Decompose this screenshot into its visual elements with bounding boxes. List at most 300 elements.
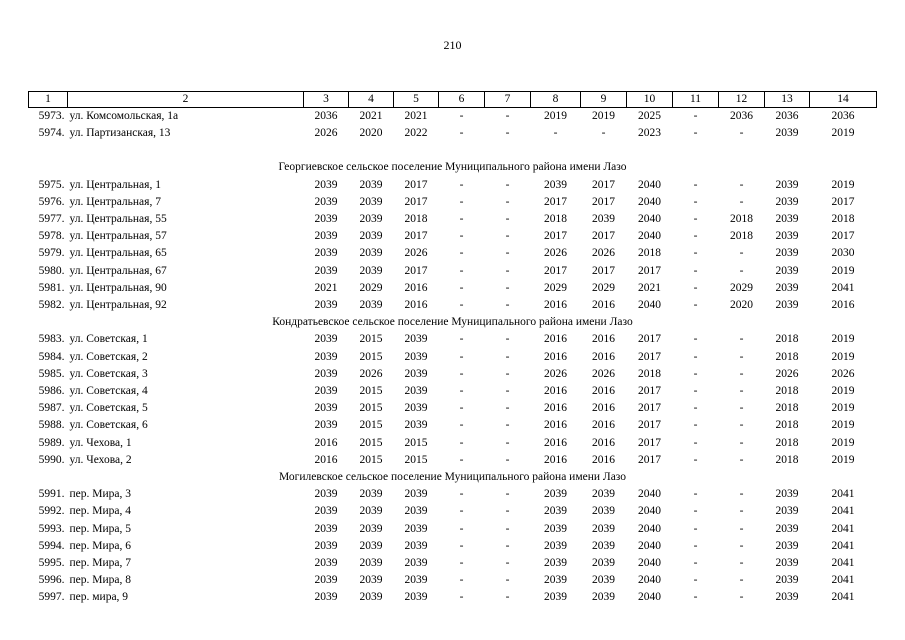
year-cell: 2040	[638, 522, 661, 535]
year-cell: -	[505, 385, 510, 398]
row-number: 5997.	[38, 591, 65, 604]
table-row	[29, 417, 877, 434]
year-cell: -	[739, 127, 744, 140]
year-cell: 2039	[314, 230, 338, 243]
year-cell: -	[739, 247, 744, 260]
year-cell: 2019	[831, 436, 855, 449]
row-number: 5985.	[38, 367, 65, 380]
year-cell: 2039	[775, 264, 799, 277]
year-cell: -	[459, 557, 464, 570]
year-cell: 2019	[831, 419, 855, 432]
year-cell: 2017	[592, 195, 615, 208]
year-cell: -	[505, 299, 510, 312]
table-row	[29, 228, 877, 245]
year-cell: 2019	[831, 453, 855, 466]
year-cell: 2026	[544, 247, 567, 260]
year-cell: 2016	[544, 350, 567, 363]
row-number: 5989.	[38, 436, 65, 449]
year-cell: 2016	[404, 299, 428, 312]
year-cell: 2040	[638, 574, 661, 587]
year-cell: -	[739, 522, 744, 535]
year-cell: -	[505, 557, 510, 570]
table-body	[29, 92, 877, 607]
year-cell: 2036	[730, 110, 753, 122]
table-row	[29, 211, 877, 228]
address-cell: пер. Мира, 5	[69, 522, 131, 535]
year-cell: -	[459, 333, 464, 346]
row-number: 5983.	[38, 333, 65, 346]
year-cell: 2020	[359, 127, 383, 140]
year-cell: 2015	[359, 402, 383, 415]
address-cell: ул. Комсомольская, 1а	[69, 110, 179, 122]
year-cell: 2039	[544, 488, 567, 501]
table-row	[29, 125, 877, 142]
year-cell: 2039	[775, 488, 799, 501]
year-cell: 2039	[544, 557, 567, 570]
year-cell: 2039	[404, 505, 428, 518]
year-cell: -	[505, 367, 510, 380]
year-cell: 2021	[638, 281, 661, 294]
year-cell: 2023	[638, 127, 661, 140]
year-cell: -	[693, 539, 698, 552]
year-cell: 2016	[831, 299, 855, 312]
year-cell: 2025	[638, 110, 661, 122]
year-cell: 2019	[592, 110, 615, 122]
year-cell: 2015	[359, 350, 383, 363]
row-number: 5991.	[38, 488, 65, 501]
year-cell: -	[693, 110, 698, 122]
year-cell: 2026	[592, 247, 615, 260]
address-cell: ул. Центральная, 67	[69, 264, 167, 277]
year-cell: 2039	[314, 574, 338, 587]
year-cell: 2039	[314, 299, 338, 312]
table-row	[29, 400, 877, 417]
year-cell: -	[505, 178, 510, 191]
year-cell: -	[739, 574, 744, 587]
year-cell: 2017	[592, 178, 615, 191]
year-cell: -	[459, 385, 464, 398]
year-cell: 2040	[638, 213, 661, 226]
table-row	[29, 194, 877, 211]
year-cell: 2029	[359, 281, 383, 294]
year-cell: 2018	[775, 436, 799, 449]
year-cell: 2039	[314, 333, 338, 346]
year-cell: 2029	[592, 281, 615, 294]
year-cell: -	[693, 281, 698, 294]
section-heading: Георгиевское сельское поселение Муниципального района имени Лазо	[278, 161, 627, 174]
address-cell: ул. Партизанская, 13	[69, 127, 171, 140]
year-cell: 2015	[359, 436, 383, 449]
year-cell: 2040	[638, 505, 661, 518]
year-cell: 2039	[592, 213, 615, 226]
year-cell: 2017	[544, 195, 567, 208]
year-cell: 2039	[592, 488, 615, 501]
year-cell: -	[505, 195, 510, 208]
year-cell: -	[505, 522, 510, 535]
year-cell: 2016	[544, 453, 567, 466]
year-cell: 2039	[359, 264, 383, 277]
year-cell: -	[739, 350, 744, 363]
row-number: 5977.	[38, 213, 65, 226]
year-cell: 2019	[831, 402, 855, 415]
section-heading-row	[29, 159, 877, 176]
year-cell: 2041	[831, 539, 855, 552]
year-cell: 2040	[638, 195, 661, 208]
column-header: 2	[68, 92, 304, 108]
year-cell: -	[459, 505, 464, 518]
year-cell: 2016	[592, 436, 615, 449]
year-cell: 2021	[359, 110, 383, 122]
row-number: 5994.	[38, 539, 65, 552]
year-cell: 2016	[314, 453, 338, 466]
year-cell: -	[459, 350, 464, 363]
year-cell: -	[739, 436, 744, 449]
year-cell: 2039	[775, 230, 799, 243]
year-cell: -	[693, 591, 698, 604]
year-cell: 2040	[638, 299, 661, 312]
row-number: 5974.	[38, 127, 65, 140]
year-cell: 2041	[831, 281, 855, 294]
year-cell: 2036	[831, 110, 855, 122]
year-cell: 2016	[544, 419, 567, 432]
year-cell: 2017	[638, 402, 661, 415]
year-cell: -	[459, 230, 464, 243]
year-cell: 2030	[831, 247, 855, 260]
year-cell: 2039	[404, 367, 428, 380]
year-cell: 2039	[359, 178, 383, 191]
row-number: 5973.	[38, 110, 65, 122]
year-cell: 2017	[544, 230, 567, 243]
year-cell: -	[459, 419, 464, 432]
year-cell: 2016	[544, 436, 567, 449]
year-cell: 2018	[638, 367, 661, 380]
data-table	[28, 91, 877, 607]
year-cell: 2039	[544, 178, 567, 191]
year-cell: 2039	[359, 539, 383, 552]
year-cell: -	[505, 264, 510, 277]
table-row	[29, 297, 877, 314]
year-cell: 2016	[592, 419, 615, 432]
column-header-row	[29, 92, 877, 108]
year-cell: 2041	[831, 522, 855, 535]
row-number: 5982.	[38, 299, 65, 312]
year-cell: 2039	[404, 574, 428, 587]
year-cell: -	[505, 539, 510, 552]
year-cell: 2039	[359, 488, 383, 501]
year-cell: 2026	[831, 367, 855, 380]
year-cell: 2019	[831, 264, 855, 277]
year-cell: -	[693, 402, 698, 415]
address-cell: ул. Центральная, 92	[69, 299, 167, 312]
table-row	[29, 108, 877, 126]
year-cell: 2018	[831, 213, 855, 226]
year-cell: 2039	[775, 591, 799, 604]
year-cell: 2040	[638, 539, 661, 552]
year-cell: 2016	[544, 385, 567, 398]
year-cell: 2018	[775, 350, 799, 363]
year-cell: 2039	[314, 213, 338, 226]
year-cell: -	[553, 127, 558, 140]
year-cell: 2039	[404, 539, 428, 552]
year-cell: 2039	[314, 350, 338, 363]
row-number: 5988.	[38, 419, 65, 432]
year-cell: 2041	[831, 574, 855, 587]
year-cell: 2041	[831, 557, 855, 570]
year-cell: 2017	[831, 230, 855, 243]
table-row	[29, 452, 877, 469]
year-cell: 2039	[359, 557, 383, 570]
year-cell: 2017	[592, 230, 615, 243]
address-cell: ул. Центральная, 90	[69, 281, 167, 294]
year-cell: -	[739, 505, 744, 518]
year-cell: 2039	[404, 488, 428, 501]
column-header: 10	[627, 92, 673, 108]
year-cell: -	[739, 419, 744, 432]
page-number: 210	[443, 38, 462, 52]
year-cell: 2039	[775, 574, 799, 587]
year-cell: -	[739, 402, 744, 415]
year-cell: -	[693, 350, 698, 363]
section-heading-row	[29, 314, 877, 331]
year-cell: -	[693, 557, 698, 570]
year-cell: 2039	[314, 419, 338, 432]
address-cell: ул. Советская, 5	[69, 402, 148, 415]
year-cell: 2015	[359, 419, 383, 432]
year-cell: 2039	[592, 557, 615, 570]
column-header: 6	[439, 92, 485, 108]
column-header: 12	[719, 92, 765, 108]
year-cell: 2036	[314, 110, 338, 122]
column-header: 4	[349, 92, 394, 108]
address-cell: ул. Советская, 4	[69, 385, 148, 398]
year-cell: 2017	[638, 264, 661, 277]
year-cell: 2018	[730, 213, 753, 226]
column-header: 9	[581, 92, 627, 108]
year-cell: -	[505, 213, 510, 226]
year-cell: -	[505, 333, 510, 346]
year-cell: -	[739, 488, 744, 501]
year-cell: 2039	[359, 299, 383, 312]
year-cell: 2017	[592, 264, 615, 277]
year-cell: -	[505, 505, 510, 518]
document-table-container	[28, 91, 876, 607]
year-cell: -	[459, 127, 464, 140]
section-heading: Могилевское сельское поселение Муниципального района имени Лазо	[278, 471, 627, 484]
year-cell: -	[459, 453, 464, 466]
year-cell: 2039	[544, 574, 567, 587]
year-cell: 2039	[404, 350, 428, 363]
year-cell: 2018	[638, 247, 661, 260]
year-cell: -	[505, 591, 510, 604]
year-cell: 2019	[831, 333, 855, 346]
year-cell: 2015	[359, 385, 383, 398]
year-cell: -	[739, 367, 744, 380]
year-cell: 2039	[359, 505, 383, 518]
year-cell: 2016	[544, 333, 567, 346]
year-cell: -	[505, 419, 510, 432]
year-cell: 2039	[592, 522, 615, 535]
address-cell: пер. мира, 9	[69, 591, 129, 604]
year-cell: 2039	[775, 127, 799, 140]
year-cell: -	[601, 127, 606, 140]
year-cell: 2040	[638, 557, 661, 570]
section-heading-row	[29, 469, 877, 486]
year-cell: 2039	[314, 522, 338, 535]
address-cell: ул. Советская, 1	[69, 333, 148, 346]
year-cell: -	[739, 333, 744, 346]
year-cell: -	[693, 264, 698, 277]
year-cell: -	[693, 436, 698, 449]
year-cell: 2039	[314, 264, 338, 277]
year-cell: 2029	[730, 281, 753, 294]
year-cell: 2039	[359, 574, 383, 587]
address-cell: ул. Центральная, 57	[69, 230, 167, 243]
year-cell: 2017	[638, 419, 661, 432]
table-row	[29, 589, 877, 606]
address-cell: пер. Мира, 8	[69, 574, 131, 587]
year-cell: -	[739, 539, 744, 552]
year-cell: -	[739, 195, 744, 208]
year-cell: -	[459, 367, 464, 380]
address-cell: ул. Чехова, 2	[69, 453, 132, 466]
address-cell: пер. Мира, 6	[69, 539, 131, 552]
year-cell: 2018	[775, 385, 799, 398]
table-row	[29, 555, 877, 572]
year-cell: 2041	[831, 488, 855, 501]
year-cell: 2039	[775, 299, 799, 312]
year-cell: 2016	[592, 453, 615, 466]
year-cell: 2017	[404, 230, 428, 243]
year-cell: 2017	[638, 333, 661, 346]
row-number: 5978.	[38, 230, 65, 243]
address-cell: пер. Мира, 4	[69, 505, 131, 518]
year-cell: 2039	[592, 539, 615, 552]
year-cell: 2018	[544, 213, 567, 226]
row-number: 5984.	[38, 350, 65, 363]
year-cell: 2039	[314, 195, 338, 208]
row-number: 5995.	[38, 557, 65, 570]
table-row	[29, 177, 877, 194]
table-row	[29, 366, 877, 383]
year-cell: 2019	[544, 110, 567, 122]
year-cell: 2016	[404, 281, 428, 294]
year-cell: 2039	[404, 591, 428, 604]
year-cell: 2039	[314, 591, 338, 604]
year-cell: 2039	[314, 505, 338, 518]
year-cell: 2018	[404, 213, 428, 226]
year-cell: 2018	[775, 402, 799, 415]
address-cell: пер. Мира, 7	[69, 557, 131, 570]
year-cell: -	[505, 453, 510, 466]
year-cell: -	[505, 230, 510, 243]
year-cell: 2039	[544, 591, 567, 604]
year-cell: 2041	[831, 591, 855, 604]
year-cell: -	[459, 591, 464, 604]
year-cell: -	[459, 436, 464, 449]
year-cell: -	[693, 505, 698, 518]
year-cell: 2039	[404, 385, 428, 398]
year-cell: 2026	[314, 127, 338, 140]
year-cell: 2039	[314, 402, 338, 415]
row-number: 5980.	[38, 264, 65, 277]
year-cell: 2039	[544, 539, 567, 552]
column-header: 13	[765, 92, 810, 108]
year-cell: -	[739, 453, 744, 466]
year-cell: -	[739, 557, 744, 570]
year-cell: -	[459, 195, 464, 208]
year-cell: -	[459, 247, 464, 260]
year-cell: 2016	[592, 402, 615, 415]
year-cell: 2019	[831, 385, 855, 398]
year-cell: 2016	[544, 402, 567, 415]
year-cell: 2015	[404, 453, 428, 466]
table-row	[29, 521, 877, 538]
year-cell: 2039	[592, 574, 615, 587]
year-cell: -	[459, 539, 464, 552]
year-cell: -	[693, 574, 698, 587]
year-cell: -	[739, 264, 744, 277]
year-cell: 2039	[314, 247, 338, 260]
year-cell: -	[693, 333, 698, 346]
year-cell: -	[739, 385, 744, 398]
year-cell: -	[505, 574, 510, 587]
year-cell: 2017	[831, 195, 855, 208]
year-cell: 2039	[404, 402, 428, 415]
year-cell: -	[505, 247, 510, 260]
row-number: 5986.	[38, 385, 65, 398]
year-cell: -	[693, 230, 698, 243]
year-cell: 2016	[592, 385, 615, 398]
year-cell: 2040	[638, 488, 661, 501]
address-cell: ул. Центральная, 55	[69, 213, 167, 226]
year-cell: 2019	[831, 127, 855, 140]
year-cell: 2039	[314, 367, 338, 380]
address-cell: ул. Советская, 3	[69, 367, 148, 380]
year-cell: 2040	[638, 591, 661, 604]
table-row	[29, 331, 877, 348]
year-cell: -	[693, 127, 698, 140]
year-cell: 2039	[314, 178, 338, 191]
year-cell: 2018	[775, 419, 799, 432]
table-row	[29, 245, 877, 262]
year-cell: 2039	[775, 505, 799, 518]
year-cell: -	[693, 178, 698, 191]
table-row	[29, 263, 877, 280]
year-cell: 2041	[831, 505, 855, 518]
year-cell: 2039	[359, 230, 383, 243]
year-cell: -	[459, 281, 464, 294]
year-cell: 2039	[404, 333, 428, 346]
year-cell: 2039	[359, 213, 383, 226]
address-cell: ул. Центральная, 7	[69, 195, 161, 208]
year-cell: 2018	[775, 453, 799, 466]
year-cell: 2017	[638, 385, 661, 398]
year-cell: -	[505, 110, 510, 122]
year-cell: -	[693, 522, 698, 535]
year-cell: 2017	[404, 195, 428, 208]
row-number: 5981.	[38, 281, 65, 294]
column-header: 5	[394, 92, 439, 108]
table-row	[29, 349, 877, 366]
year-cell: 2039	[592, 505, 615, 518]
row-number: 5990.	[38, 453, 65, 466]
year-cell: 2039	[314, 385, 338, 398]
year-cell: 2015	[359, 333, 383, 346]
column-header: 1	[29, 92, 68, 108]
year-cell: -	[459, 488, 464, 501]
year-cell: 2036	[775, 110, 799, 122]
spacer-row	[29, 142, 877, 159]
